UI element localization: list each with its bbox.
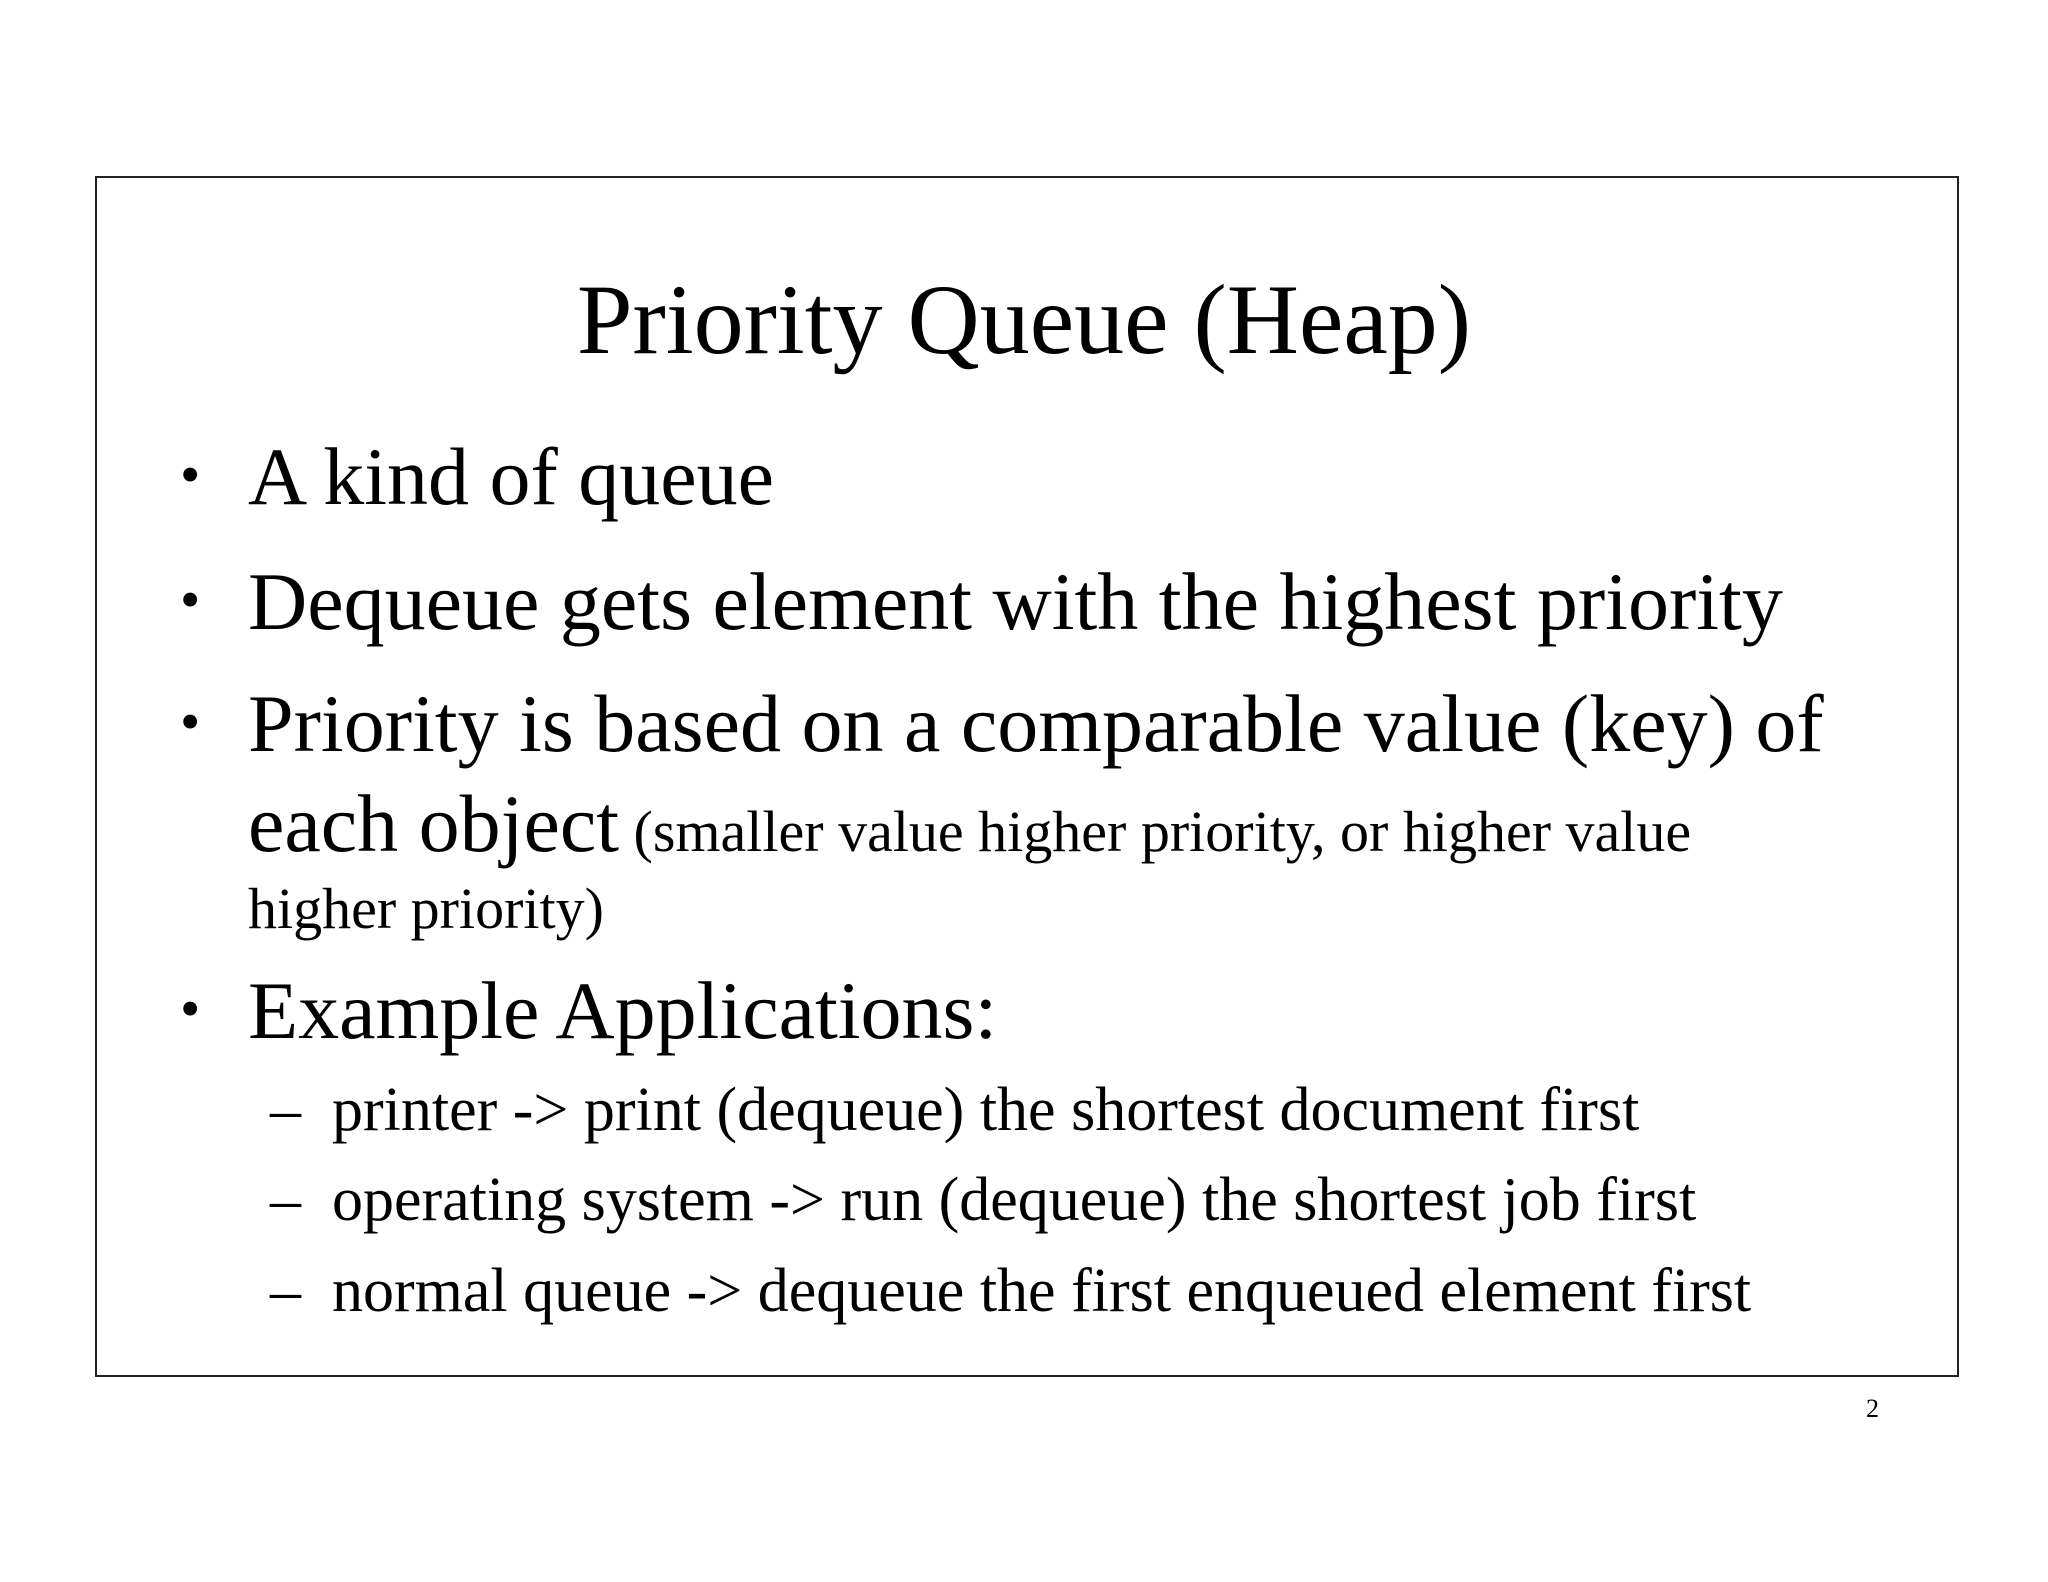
bullet-marker: • — [180, 567, 201, 632]
bullet-text: Priority is based on a comparable value (key) of — [248, 678, 1824, 769]
sub-bullet-text: printer -> print (dequeue) the shortest document first — [332, 1076, 1640, 1144]
bullet-text: A kind of queue — [248, 431, 775, 522]
page-number: 2 — [1866, 1394, 1879, 1423]
sub-bullet-marker: – — [270, 1076, 301, 1144]
slide-title: Priority Queue (Heap) — [576, 264, 1472, 375]
sub-bullet-text: operating system -> run (dequeue) the shortest job first — [332, 1166, 1697, 1234]
bullet-continuation-main: each object — [248, 778, 620, 869]
bullet-text: Example Applications: — [248, 965, 998, 1056]
sub-bullet-text: normal queue -> dequeue the first enqueued element first — [332, 1257, 1752, 1325]
sub-bullet-marker: – — [270, 1257, 301, 1325]
bullet-continuation — [248, 778, 1692, 869]
bullet-continuation-note: (smaller value higher priority, or higher value — [619, 799, 1692, 864]
bullet-marker: • — [180, 442, 201, 507]
bullet-marker: • — [180, 976, 201, 1041]
bullet-text: Dequeue gets element with the highest priority — [248, 556, 1783, 647]
bullet-marker: • — [180, 689, 201, 754]
sub-bullet-marker: – — [270, 1166, 301, 1234]
bullet-continuation-note: higher priority) — [248, 876, 604, 941]
